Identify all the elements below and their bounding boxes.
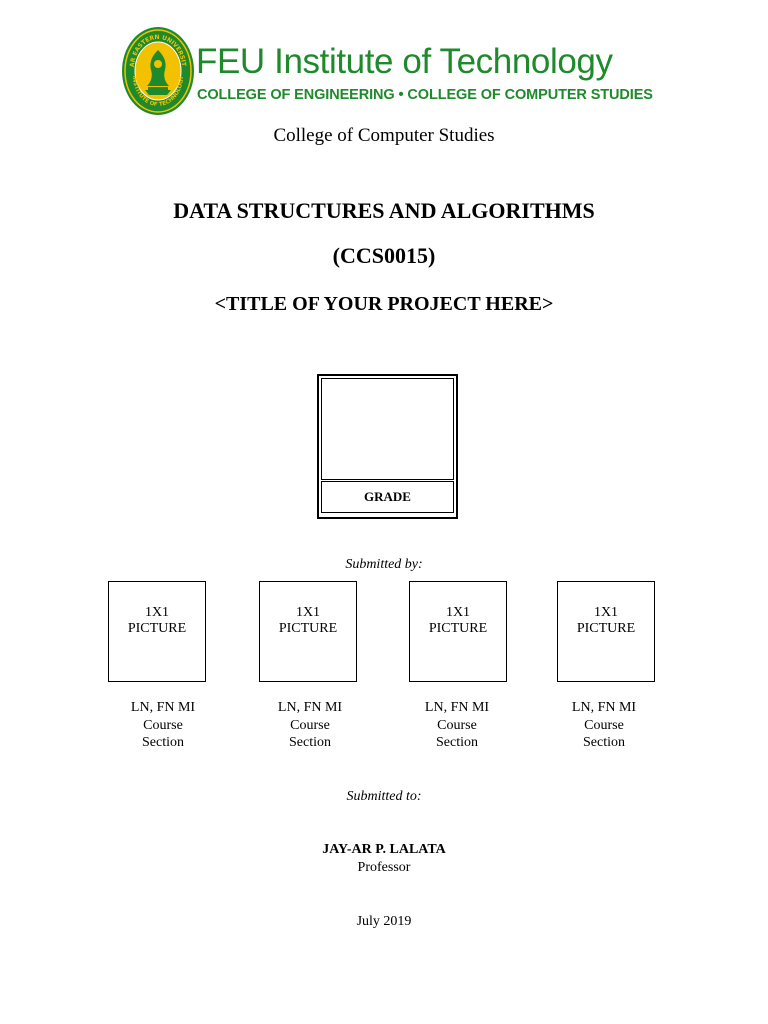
grade-box: [317, 374, 458, 519]
professor-role: Professor: [357, 860, 411, 875]
member-picture-placeholder: [409, 581, 507, 682]
member-course: Course: [290, 717, 330, 733]
college-name: College of Computer Studies: [273, 125, 495, 146]
member-course: Course: [143, 717, 183, 733]
member-picture-placeholder: [259, 581, 357, 682]
grade-label: GRADE: [321, 481, 454, 513]
member-name: LN, FN MI: [130, 700, 196, 715]
member-section: Section: [289, 735, 331, 750]
professor-name: JAY-AR P. LALATA: [322, 842, 446, 857]
picture-label: PICTURE: [278, 621, 338, 636]
course-title: DATA STRUCTURES AND ALGORITHMS: [173, 198, 595, 223]
member-name: LN, FN MI: [571, 700, 637, 715]
member-name: LN, FN MI: [277, 700, 343, 715]
grade-area: [321, 378, 454, 480]
member-name: LN, FN MI: [424, 700, 490, 715]
project-title: <TITLE OF YOUR PROJECT HERE>: [214, 293, 554, 315]
picture-label: PICTURE: [576, 621, 636, 636]
member-section: Section: [583, 735, 625, 750]
member-info: [245, 699, 375, 752]
member-section: Section: [436, 735, 478, 750]
picture-size-label: 1X1: [295, 605, 321, 620]
institution-name: FEU Institute of Technology: [196, 42, 613, 81]
picture-label: PICTURE: [127, 621, 187, 636]
member-course: Course: [437, 717, 477, 733]
picture-size-label: 1X1: [445, 605, 471, 620]
course-code: (CCS0015): [332, 243, 436, 268]
picture-size-label: 1X1: [593, 605, 619, 620]
picture-size-label: 1X1: [144, 605, 170, 620]
institution-colleges: COLLEGE OF ENGINEERING • COLLEGE OF COMPUTER STUDIES: [197, 87, 653, 103]
svg-text:INSTITUTE OF TECHNOLOGY: INSTITUTE OF TECHNOLOGY: [130, 75, 186, 109]
svg-text:FAR EASTERN UNIVERSITY: AR EASTERN UNIVERSIT: [128, 33, 187, 68]
member-picture-placeholder: [557, 581, 655, 682]
submission-date: July 2019: [356, 914, 412, 929]
submitted-to-label: Submitted to:: [346, 789, 422, 804]
member-picture-placeholder: [108, 581, 206, 682]
picture-label: PICTURE: [428, 621, 488, 636]
member-section: Section: [142, 735, 184, 750]
member-info: [98, 699, 228, 752]
submitted-by-label: Submitted by:: [345, 557, 423, 572]
member-course: Course: [584, 717, 624, 733]
member-info: [539, 699, 669, 752]
member-info: [392, 699, 522, 752]
feu-tech-seal-logo: [121, 26, 195, 116]
